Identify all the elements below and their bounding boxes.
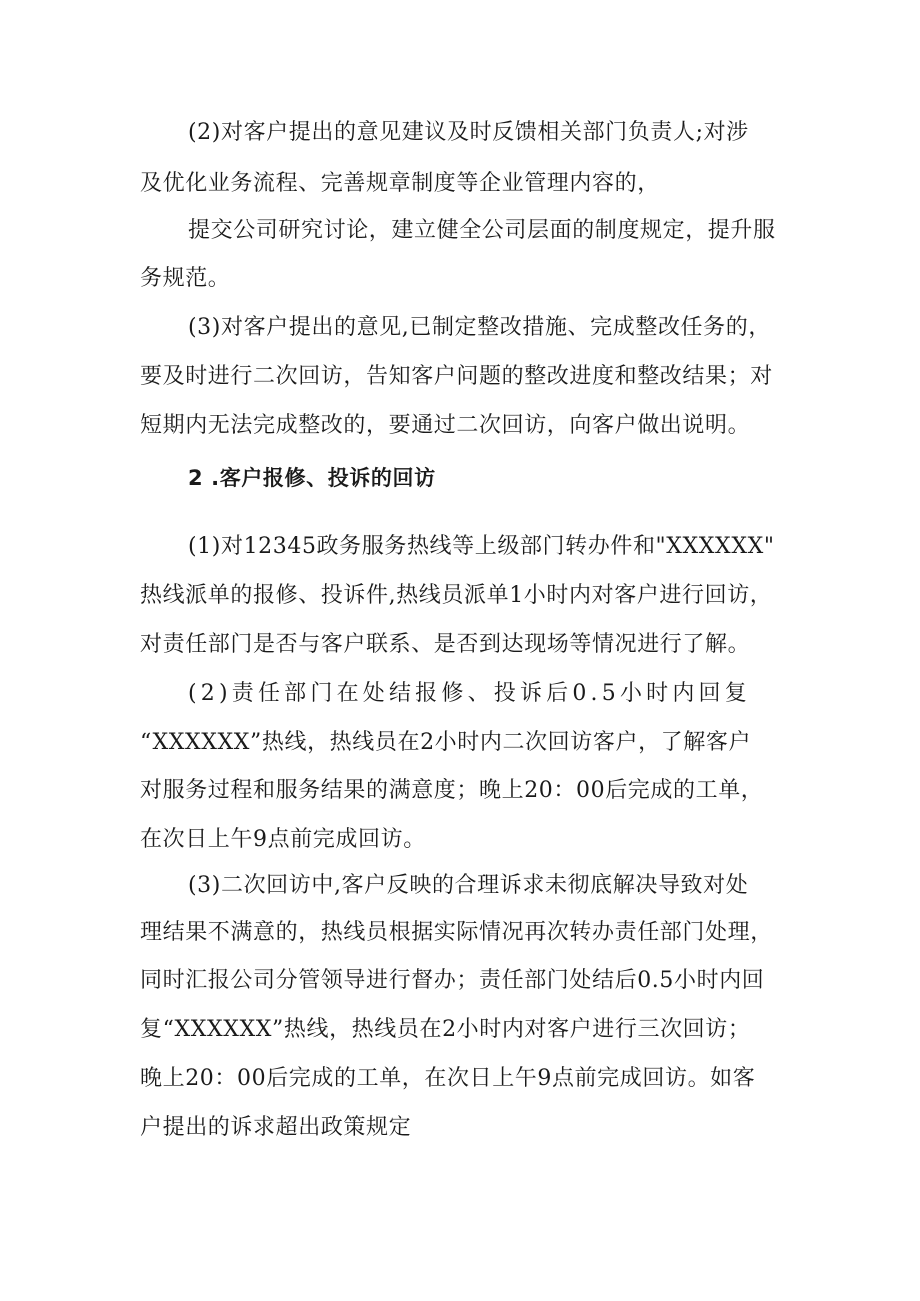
- paragraph-line: 及优化业务流程、完善规章制度等企业管理内容的，: [140, 171, 660, 196]
- paragraph-line: 要及时进行二次回访，告知客户问题的整改进度和整改结果；对: [140, 364, 773, 389]
- paragraph-line: 提交公司研究讨论，建立健全公司层面的制度规定，提升服: [188, 218, 776, 243]
- paragraph-line: 晚上20：00后完成的工单，在次日上午9点前完成回访。如客: [140, 1066, 756, 1091]
- paragraph-line: 同时汇报公司分管领导进行督办；责任部门处结后0.5小时内回: [140, 968, 765, 993]
- paragraph-line: (2)对客户提出的意见建议及时反馈相关部门负责人;对涉: [188, 120, 749, 145]
- paragraph-line: 户提出的诉求超出政策规定: [140, 1115, 412, 1140]
- paragraph-line: 务规范。: [140, 266, 231, 291]
- paragraph-line: (2)责任部门在处结报修、投诉后0.5小时内回复: [188, 681, 751, 706]
- paragraph-line: 短期内无法完成整改的，要通过二次回访，向客户做出说明。: [140, 413, 751, 438]
- paragraph-line: 复“XXXXXX”热线，热线员在2小时内对客户进行三次回访；: [140, 1017, 751, 1042]
- paragraph-line: (3)二次回访中,客户反映的合理诉求未彻底解决导致对处: [188, 873, 749, 898]
- paragraph-line: 理结果不满意的，热线员根据实际情况再次转办责任部门处理，: [140, 920, 773, 945]
- paragraph-line: (3)对客户提出的意见,已制定整改措施、完成整改任务的，: [188, 315, 771, 340]
- paragraph-line: “XXXXXX”热线，热线员在2小时内二次回访客户，了解客户: [140, 730, 752, 755]
- paragraph-line: (1)对12345政务服务热线等上级部门转办件和"XXXXXX": [188, 534, 775, 559]
- paragraph-line: 对责任部门是否与客户联系、是否到达现场等情况进行了解。: [140, 632, 751, 657]
- paragraph-line: 对服务过程和服务结果的满意度；晚上20：00后完成的工单，: [140, 778, 764, 803]
- paragraph-line: 热线派单的报修、投诉件,热线员派单1小时内对客户进行回访，: [140, 583, 773, 608]
- section-heading: 2 .客户报修、投诉的回访: [188, 466, 436, 490]
- paragraph-line: 在次日上午9点前完成回访。: [140, 827, 426, 852]
